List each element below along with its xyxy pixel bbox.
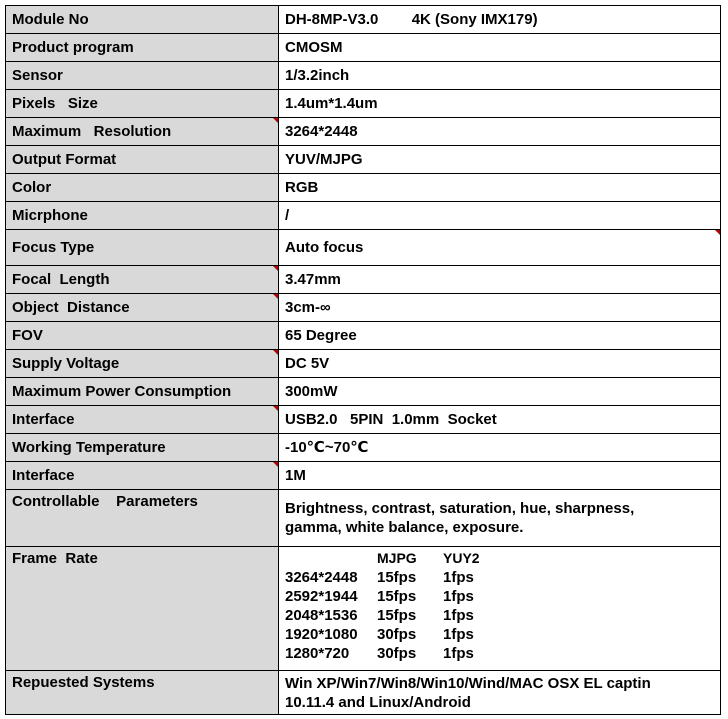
systems-line-1: Win XP/Win7/Win8/Win10/Wind/MAC OSX EL captin [285, 674, 651, 692]
spec-value: 3.47mm [279, 266, 721, 294]
spec-label: Product program [6, 34, 279, 62]
spec-label: Focus Type [6, 230, 279, 266]
frame-rate-resolution: 3264*2448 [285, 569, 358, 586]
spec-value: 300mW [279, 378, 721, 406]
spec-value: 1.4um*1.4um [279, 90, 721, 118]
spec-row-object-distance [6, 294, 721, 322]
frame-rate-yuy2: 1fps [443, 607, 474, 624]
spec-label: Micrphone [6, 202, 279, 230]
frame-rate-yuy2: 1fps [443, 588, 474, 605]
spec-label: Sensor [6, 62, 279, 90]
spec-value: 3264*2448 [279, 118, 721, 146]
spec-value: DH-8MP-V3.0 4K (Sony IMX179) [279, 6, 721, 34]
spec-row-interface [6, 406, 721, 434]
frame-rate-resolution: 2048*1536 [285, 607, 358, 624]
frame-rate-row [285, 587, 714, 606]
controllable-line-1: Brightness, contrast, saturation, hue, sharpness, [285, 500, 635, 517]
spec-label: Repuested Systems [6, 671, 279, 715]
frame-rate-header [285, 549, 714, 568]
spec-value: -10℃~70℃ [279, 434, 721, 462]
spec-row-fov [6, 322, 721, 350]
spec-label: Pixels Size [6, 90, 279, 118]
spec-label: Object Distance [6, 294, 279, 322]
spec-row-max-resolution [6, 118, 721, 146]
spec-label: Focal Length [6, 266, 279, 294]
spec-row-interface-2 [6, 462, 721, 490]
frame-rate-mjpg: 15fps [377, 569, 417, 586]
spec-row-supply-voltage [6, 350, 721, 378]
spec-value-multiline [279, 671, 721, 715]
frame-rate-resolution: 1920*1080 [285, 626, 358, 643]
frame-rate-table [279, 547, 721, 671]
spec-label: Controllable Parameters [6, 490, 279, 547]
spec-row-requested-systems [6, 671, 721, 715]
spec-value: Auto focus [279, 230, 721, 266]
frame-rate-row [285, 644, 714, 663]
spec-label: Output Format [6, 146, 279, 174]
spec-label: FOV [6, 322, 279, 350]
spec-label: Working Temperature [6, 434, 279, 462]
spec-value: 1M [279, 462, 721, 490]
spec-label: Module No [6, 6, 279, 34]
frame-rate-mjpg: 15fps [377, 607, 417, 624]
spec-value: CMOSM [279, 34, 721, 62]
spec-value-multiline [279, 490, 721, 547]
frame-rate-header-cell: YUY2 [443, 550, 480, 566]
spec-row-product-program [6, 34, 721, 62]
spec-label: Interface [6, 462, 279, 490]
spec-value: USB2.0 5PIN 1.0mm Socket [279, 406, 721, 434]
frame-rate-yuy2: 1fps [443, 645, 474, 662]
spec-label: Maximum Resolution [6, 118, 279, 146]
spec-row-sensor [6, 62, 721, 90]
spec-label: Maximum Power Consumption [6, 378, 279, 406]
spec-row-color [6, 174, 721, 202]
frame-rate-resolution: 2592*1944 [285, 588, 358, 605]
spec-label: Interface [6, 406, 279, 434]
spec-value: 3cm-∞ [279, 294, 721, 322]
frame-rate-yuy2: 1fps [443, 569, 474, 586]
frame-rate-mjpg: 30fps [377, 626, 417, 643]
spec-row-focus-type [6, 230, 721, 266]
frame-rate-row [285, 625, 714, 644]
controllable-line-2: gamma, white balance, exposure. [285, 519, 524, 536]
spec-row-pixels-size [6, 90, 721, 118]
frame-rate-header-cell [285, 549, 377, 568]
spec-value: DC 5V [279, 350, 721, 378]
spec-row-frame-rate [6, 547, 721, 671]
spec-table [5, 5, 721, 715]
spec-row-controllable-parameters [6, 490, 721, 547]
frame-rate-mjpg: 15fps [377, 588, 417, 605]
spec-row-max-power [6, 378, 721, 406]
frame-rate-resolution: 1280*720 [285, 645, 350, 662]
spec-value: RGB [279, 174, 721, 202]
spec-row-output-format [6, 146, 721, 174]
spec-label: Supply Voltage [6, 350, 279, 378]
frame-rate-row [285, 606, 714, 625]
spec-label: Frame Rate [6, 547, 279, 671]
spec-row-microphone [6, 202, 721, 230]
spec-value: 1/3.2inch [279, 62, 721, 90]
spec-value: / [279, 202, 721, 230]
frame-rate-header-cell: MJPG [377, 550, 417, 566]
systems-line-2: 10.11.4 and Linux/Android [285, 693, 471, 711]
frame-rate-row [285, 568, 714, 587]
spec-label: Color [6, 174, 279, 202]
spec-row-module-no [6, 6, 721, 34]
frame-rate-mjpg: 30fps [377, 645, 417, 662]
spec-row-working-temperature [6, 434, 721, 462]
spec-value: YUV/MJPG [279, 146, 721, 174]
spec-row-focal-length [6, 266, 721, 294]
frame-rate-yuy2: 1fps [443, 626, 474, 643]
spec-value: 65 Degree [279, 322, 721, 350]
